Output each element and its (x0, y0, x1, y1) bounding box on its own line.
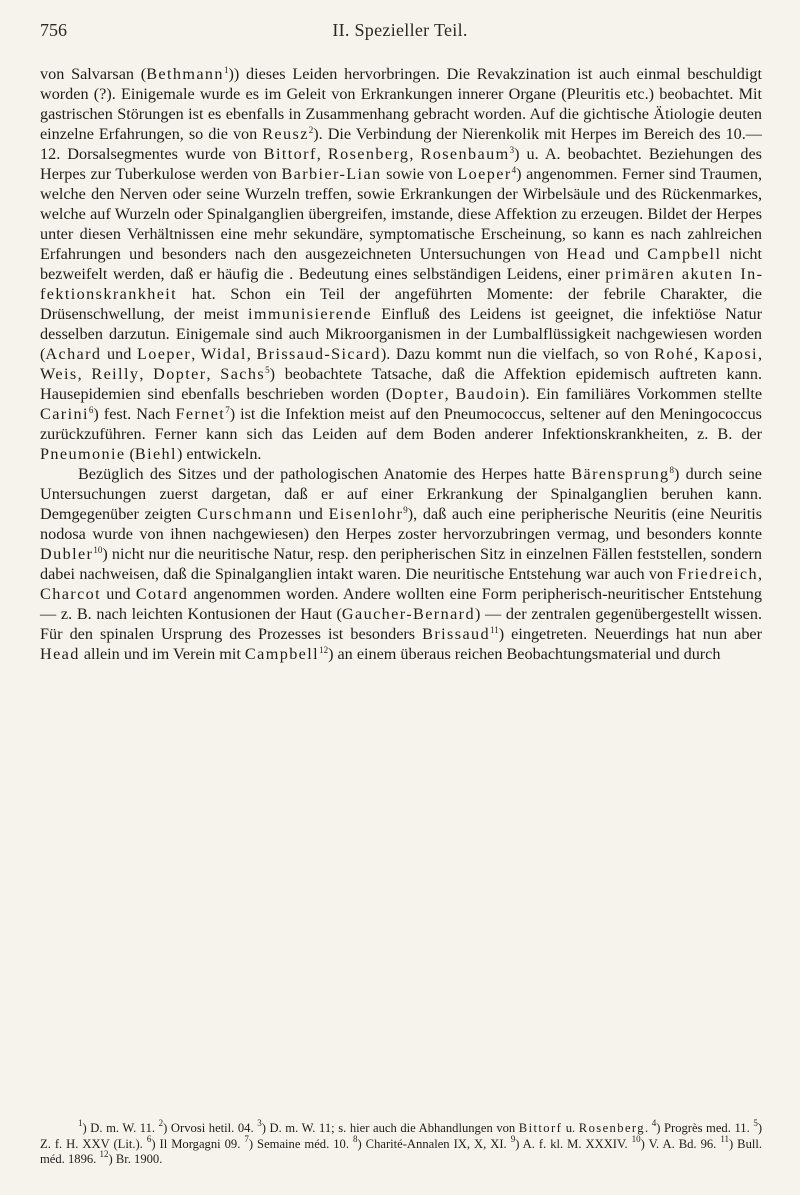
text: angenommen worden. Andere wollten eine Form peripherisch-neuritischer Entstehung — z. B. nach leichten Kontusionen der Haut ( (40, 585, 762, 623)
text: ) — der zentralen gegenübergestellt wissen. Für den spinalen Ursprung des Prozesses ist besonders (40, 605, 763, 643)
text: , (694, 345, 704, 363)
footnote-ref: 1 (223, 65, 229, 75)
author-name: Gaucher-Bernard (341, 605, 475, 623)
text: , (246, 345, 257, 363)
footnote-marker: 9 (510, 1133, 516, 1144)
footnote-text: ) Br. 1900. (108, 1152, 163, 1166)
text: sowie von (381, 165, 458, 183)
author-name: Rosenberg (578, 1121, 645, 1135)
text: ) eingetreten. Neuerdings hat nun aber (498, 625, 762, 643)
emphasis: Pneumonie (40, 445, 126, 463)
footnote-ref: 3 (509, 145, 515, 155)
author-name: Loeper (136, 345, 192, 363)
author-name: Bärensprung (571, 465, 670, 483)
author-name: Brissaud (422, 625, 491, 643)
author-name: Head (566, 245, 607, 263)
text: nicht bezweifelt werden, daß er häufig die . Bedeutung eines selbständigen Leidens, einer (40, 245, 762, 283)
footnote-marker: 2 (158, 1118, 164, 1128)
footnote-marker: 1 (78, 1118, 83, 1128)
text: ) an einem überaus reichen Beobachtungsmaterial und durch (328, 645, 721, 663)
footnote-text: ) Charité-Annalen IX, X, XI. (357, 1136, 507, 1151)
author-name: Campbell (244, 645, 320, 663)
author-name: Campbell (647, 245, 722, 263)
text: und (101, 345, 137, 363)
author-name: Head (40, 645, 80, 663)
footnote-ref: 5 (265, 365, 270, 375)
text: , (316, 145, 328, 163)
footnote-text: ) Il Morgagni 09. (151, 1136, 241, 1151)
text: Einfluß des Leidens ist geeignet, die infektiöse Natur desselben darzutun. Einigemale sind auch Mikroorganismen in der Lumbalflüssigkeit nachgewiesen worden ( (40, 305, 762, 363)
author-name: Eisenlohr (328, 505, 404, 523)
text: )) dieses Leiden hervorbringen. Die Revakzination ist auch einmal beschuldigt worden (?). Einigemale wurde es im Geleit von Erkrankungen innerer Organe (Pleuritis etc.) beobachtet. Mit gastrischen Störungen ist es ebenfalls in Zusammenhang gebracht worden. Auf die gichtische Ätiologie deuten einzelne Erfahrungen, so die von (40, 65, 762, 143)
footnote-marker: 5 (753, 1118, 758, 1128)
text: ) ist die Infektion meist auf den Pneumococcus, seltener auf den Meningococcus zurückzuführen. Ferner kann sich das Leiden auf dem Boden anderer Infektionskrankheiten, z. B. der (40, 405, 762, 443)
author-name: Dopter (153, 365, 207, 383)
running-title: II. Spezieller Teil. (332, 20, 468, 40)
footnote-marker: 10 (631, 1133, 641, 1144)
text: , (191, 345, 201, 363)
footnote-text: ) Semaine méd. 10. (248, 1136, 349, 1151)
text: ). Ein familiäres Vorkommen stellte (520, 385, 762, 403)
text: und (101, 585, 136, 603)
footnote-ref: 8 (669, 465, 674, 475)
author-name: Bittorf (263, 145, 317, 163)
footnote-text: ) A. f. kl. M. XXXIV. (515, 1136, 628, 1151)
text: , (444, 385, 456, 403)
text: , (409, 145, 421, 163)
author-name: Rosenbaum (420, 145, 510, 163)
footnote-marker: 12 (99, 1149, 109, 1159)
footnote-marker: 4 (651, 1118, 657, 1128)
author-name: Brissaud-Sicard (256, 345, 381, 363)
author-name: Loeper (457, 165, 512, 183)
footnote-ref: 4 (511, 165, 517, 175)
author-name: Achard (45, 345, 102, 363)
author-name: Sachs (220, 365, 266, 383)
author-name: Fernet (175, 405, 226, 423)
page-number: 756 (40, 20, 67, 40)
footnote-text: . (645, 1121, 649, 1135)
footnote-text: ) Z. f. H. XXV (Lit.). (40, 1121, 763, 1151)
author-name: Rosenberg (327, 145, 410, 163)
author-name: Dopter (391, 385, 445, 403)
footnote-marker: 3 (257, 1118, 262, 1128)
main-text (40, 64, 762, 664)
author-name: Bethmann (146, 65, 224, 83)
author-name: Dubler (40, 545, 94, 563)
emphasis: immunisierende (248, 305, 372, 323)
footnote-text: ) Progrès med. 11. (656, 1121, 750, 1135)
text: , (139, 365, 154, 383)
author-name: Widal (200, 345, 247, 363)
text: , (77, 365, 92, 383)
text: ). Dazu kommt nun die vielfach, so von (380, 345, 655, 363)
author-name: Kaposi (703, 345, 758, 363)
footnote-text: ) D. m. W. 11. (82, 1121, 156, 1135)
author-name: Bittorf (518, 1121, 563, 1135)
footnote-text: ) Bull. méd. 1896. (40, 1136, 763, 1166)
text: , (206, 365, 221, 383)
author-name: Cotard (135, 585, 189, 603)
footnote-block (40, 1118, 763, 1168)
footnote-ref: 6 (88, 405, 94, 415)
author-name: Barbier-Lian (281, 165, 382, 183)
footnote-text: u. (562, 1121, 579, 1135)
author-name: Weis (40, 365, 78, 383)
text: allein und im Verein mit (79, 645, 245, 663)
emphasis: primären akuten Infektionskrankheit (40, 265, 762, 303)
text: ) nicht nur die neuritische Natur, resp. den peripherischen Sitz in einzelnen Fällen feststellen, sondern dabei nachweisen, daß die Spinalganglien intakt waren. Die neuritische Entstehung war auch von (40, 545, 762, 583)
paragraph-1 (40, 64, 762, 464)
footnote-text: ) V. A. Bd. 96. (640, 1136, 717, 1151)
author-name: Reusz (262, 125, 309, 143)
paragraph-2 (40, 464, 762, 664)
footnote-marker: 6 (146, 1133, 152, 1144)
text: ) u. A. beobachtet. Beziehungen des Herpes zur Tuberkulose werden von (40, 145, 762, 183)
footnotes (40, 1118, 763, 1168)
author-name: Baudoin (455, 385, 521, 403)
footnote-ref: 2 (308, 125, 314, 135)
footnote-marker: 11 (720, 1133, 729, 1144)
text: von Salvarsan ( (40, 65, 147, 83)
author-name: Reilly (91, 365, 140, 383)
page-header (40, 20, 760, 50)
author-name: Friedreich (677, 565, 758, 583)
footnote-ref: 9 (403, 505, 408, 515)
footnote-text: ) Orvosi hetil. 04. (163, 1121, 254, 1135)
text: hat. Schon ein Teil der angeführten Momente: der febrile Charakter, die Drüsenschwellung, der meist (40, 285, 762, 323)
footnote-marker: 7 (244, 1133, 249, 1144)
text: ). Die Verbindung der Nierenkolik mit Herpes im Bereich des 10.—12. Dorsalsegmentes wurde von (40, 125, 762, 163)
text: ) durch seine Untersuchungen zuerst dargetan, daß er auf einer Erkrankung der Spinalganglien beruhen kann. Demgegenüber zeigten (40, 465, 762, 523)
text: Bezüglich des Sitzes und der pathologischen Anatomie des Herpes hatte (78, 465, 572, 483)
author-name: Curschmann (197, 505, 293, 523)
author-name: Biehl (134, 445, 177, 463)
text: und (292, 505, 329, 523)
footnote-ref: 10 (93, 545, 103, 555)
author-name: Charcot (40, 585, 102, 603)
footnote-ref: 11 (490, 625, 499, 635)
text: , (757, 345, 762, 363)
author-name: Rohé (654, 345, 695, 363)
text: ), daß auch eine peripherische Neuritis (eine Neuritis nodosa wurde von ihnen nachgewiesen) den Herpes zoster hervorzubringen vermag, und besonders konnte (40, 505, 762, 543)
footnote-ref: 12 (319, 645, 329, 655)
footnote-ref: 7 (225, 405, 230, 415)
text: ) beobachtete Tatsache, daß die Affektion epidemisch auftreten kann. Hausepidemien sind ebenfalls beschrieben worden ( (40, 365, 762, 403)
text: und (606, 245, 648, 263)
footnote-marker: 8 (352, 1133, 358, 1144)
text: ( (125, 445, 135, 463)
author-name: Carini (40, 405, 89, 423)
text: ) entwickeln. (176, 445, 262, 463)
text: ) fest. Nach (93, 405, 176, 423)
footnote-text: ) D. m. W. 11; s. hier auch die Abhandlungen von (261, 1121, 519, 1135)
text: , (757, 565, 762, 583)
text: ) angenommen. Ferner sind Traumen, welche den Nerven oder seine Wurzeln treffen, sowie Erkrankungen der Wirbelsäule und des Rückenmarkes, welche auf Wurzeln oder Spinalganglien übergreifen, imstande, diese Affektion zu erzeugen. Bildet der Herpes unter diesen Verhältnissen eine mehr sekundäre, symptomatische Erscheinung, so kann es nach zahlreichen Erfahrungen und besonders nach den ausgezeichneten Untersuchungen von (40, 165, 763, 263)
